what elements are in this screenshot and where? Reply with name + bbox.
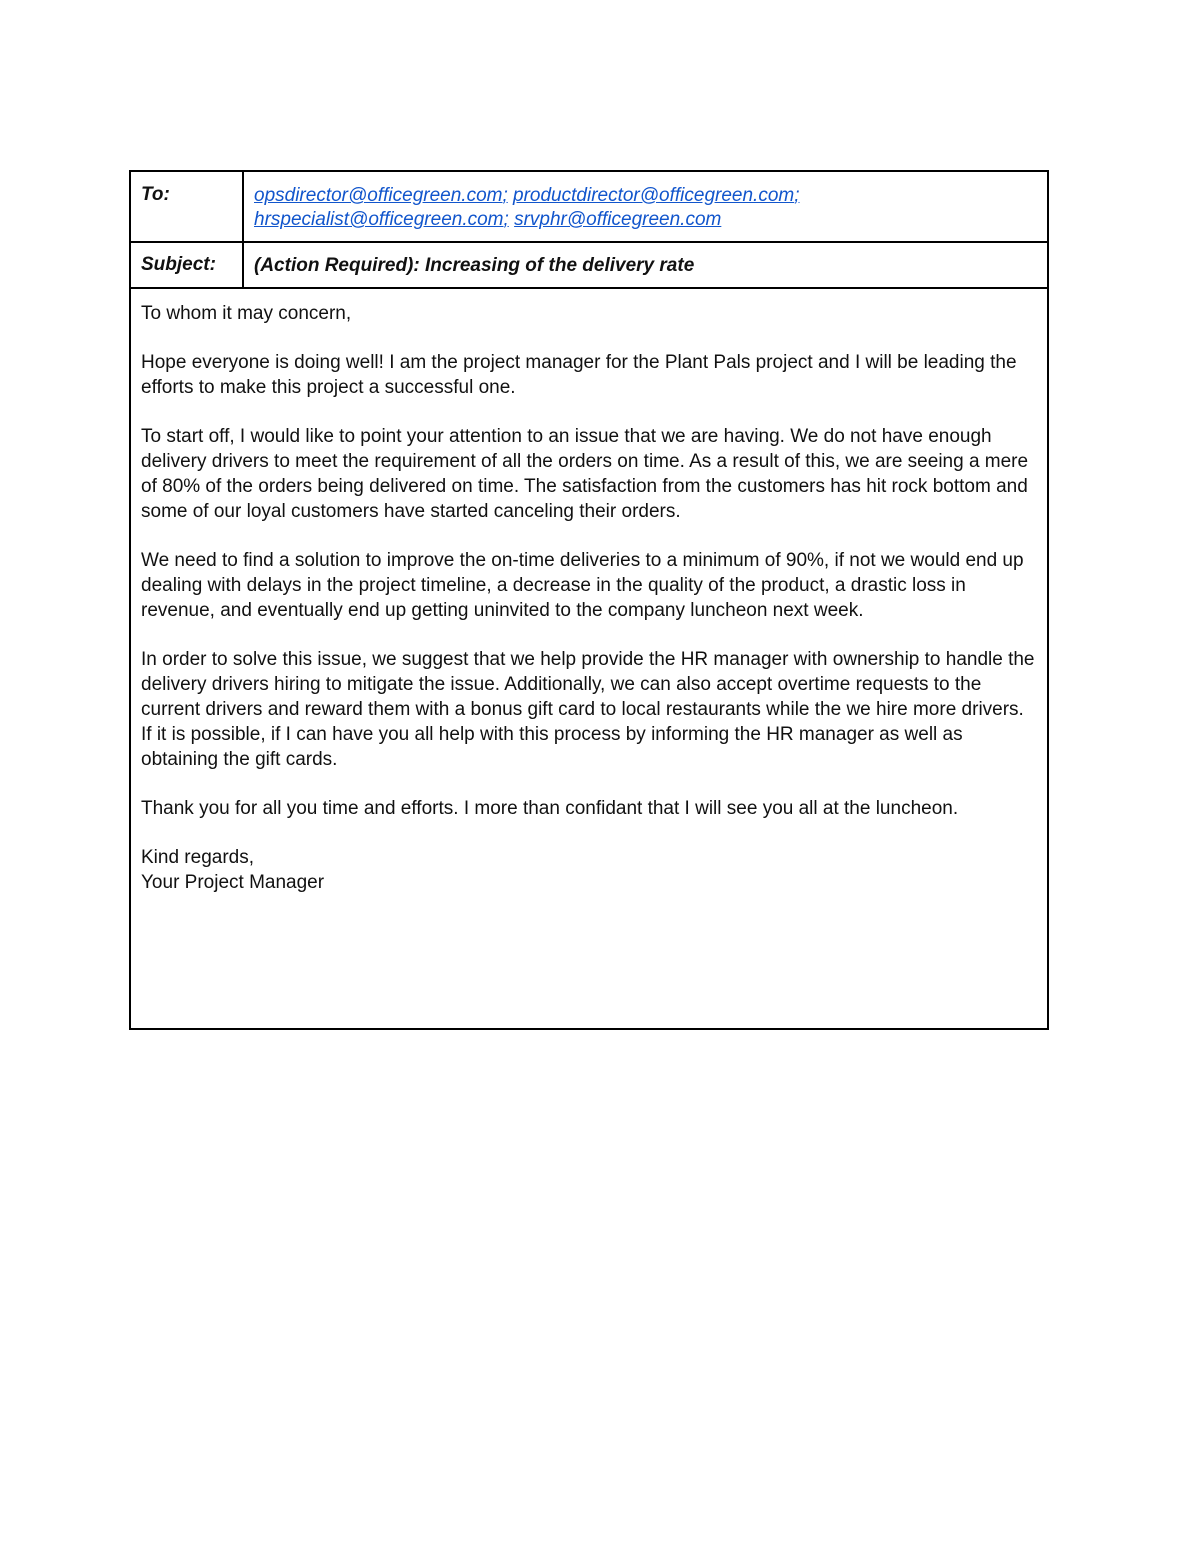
to-label: To: [131,172,244,241]
closing: Kind regards, [141,847,255,868]
signature: Your Project Manager [141,872,325,893]
subject-row [131,243,1047,289]
recipient-separator: ; [794,185,800,206]
recipient-link-srvphr[interactable]: srvphr@officegreen.com [514,209,722,230]
recipients-cell [244,172,1047,241]
greeting: To whom it may concern, [141,303,352,324]
subject-cell [244,243,1047,287]
recipient-separator: ; [503,209,509,230]
recipient-separator: ; [502,185,508,206]
recipient-link-ops[interactable]: opsdirector@officegreen.com [254,185,503,206]
to-row [131,172,1047,243]
body-paragraph-4: In order to solve this issue, we suggest that we help provide the HR manager with ownership to handle the delivery drivers hiring to mitigate the issue. Additionally, we can also accept overtime requests to the current drivers and reward them with a bonus gift card to local restaurants while the we hire more drivers. If it is possible, if I can have you all help with this process by informing the HR manager as well as obtaining the gift cards. [141,649,1035,770]
email-body [131,291,1047,895]
subject-text: (Action Required): Increasing of the delivery rate [254,255,695,276]
body-paragraph-5: Thank you for all you time and efforts. I more than confidant that I will see you all at the luncheon. [141,798,959,819]
email-table [129,170,1049,1030]
recipient-link-hr[interactable]: hrspecialist@officegreen.com [254,209,504,230]
body-paragraph-1: Hope everyone is doing well! I am the project manager for the Plant Pals project and I will be leading the efforts to make this project a successful one. [141,352,1017,398]
recipient-link-product[interactable]: productdirector@officegreen.com [513,185,795,206]
body-paragraph-2: To start off, I would like to point your attention to an issue that we are having. We do not have enough delivery drivers to meet the requirement of all the orders on time. As a result of this, we are seeing a mere of 80% of the orders being delivered on time. The satisfaction from the customers has hit rock bottom and some of our loyal customers have started canceling their orders. [141,426,1029,522]
subject-label: Subject: [131,243,244,287]
body-paragraph-3: We need to find a solution to improve the on-time deliveries to a minimum of 90%, if not we would end up dealing with delays in the project timeline, a decrease in the quality of the product, a drastic loss in revenue, and eventually end up getting uninvited to the company luncheon next week. [141,550,1024,621]
